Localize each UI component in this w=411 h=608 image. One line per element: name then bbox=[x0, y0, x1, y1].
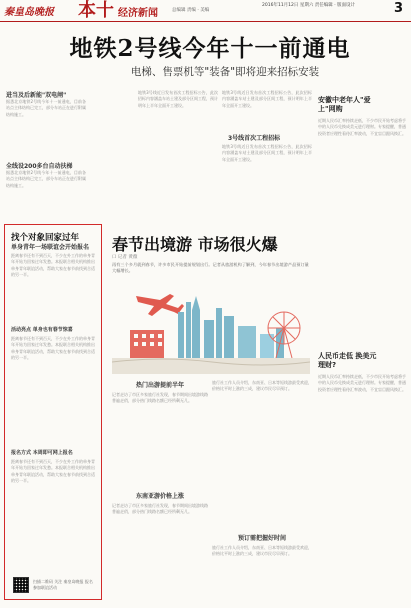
editor-meta: 总编辑 责编 · 美编 bbox=[172, 8, 210, 13]
box-section-head-1: 活动亮点 单身也有春节惊喜 bbox=[11, 327, 73, 333]
right-body: 近期人民币汇率持续走低，不少市民开始考虑将手中的人民币兑换成美元进行理财。专家提醒，普通投资者应理性看待汇率波动，不宜盲目跟风换汇。 bbox=[318, 118, 406, 136]
masthead bbox=[0, 0, 411, 22]
issue-info: 2016年11月12日 星期六 责任编辑 · 版面设计 bbox=[262, 3, 356, 8]
box-paragraph-3: 距离春节还有不到百天，不少在外工作的单身青年开始为回家过年发愁。本报联合相关机构推出单身青年联谊活动，帮助大家在春节前找到合适的另一半。 bbox=[11, 459, 95, 483]
section-name: 经济新闻 bbox=[118, 8, 158, 19]
feature-column-a[interactable] bbox=[112, 380, 208, 602]
feature-head-2: 东南亚游价格上涨 bbox=[135, 493, 184, 500]
page-number: 3 bbox=[394, 1, 404, 16]
box-paragraph: 距离春节还有不到百天，不少在外工作的单身青年开始为回家过年发愁。本报联合相关机构推出单身青年联谊活动，帮助大家在春节前找到合适的另一半。 bbox=[11, 253, 95, 277]
mid2-article-body: 地铁3号线近日发布首次工程招标公告，此次招标内容涵盖车站土建及部分区间工程，预计明年上半年全面开工建设。 bbox=[222, 90, 312, 108]
left-article-subtitle: 全线设200多台自动扶梯 bbox=[6, 163, 73, 170]
main-headline[interactable]: 地铁2号线今年十一前通电 bbox=[69, 35, 351, 62]
right-body-2: 近期人民币汇率持续走低，不少市民开始考虑将手中的人民币兑换成美元进行理财。专家提醒，普通投资者应理性看待汇率波动，不宜盲目跟风换汇。 bbox=[318, 374, 406, 392]
qr-code-icon[interactable] bbox=[13, 577, 29, 593]
masthead-emblem: 本十 bbox=[78, 0, 114, 21]
mid-top-article[interactable] bbox=[138, 90, 218, 222]
left-top-article[interactable] bbox=[6, 90, 86, 216]
feature-title[interactable]: 春节出境游 市场很火爆 bbox=[112, 235, 278, 254]
mid2-article-title: 3号线首次工程招标 bbox=[228, 135, 281, 142]
right-title: 安徽中老年人"爱上"网购 bbox=[318, 96, 371, 113]
box-title: 找个对象回家过年 bbox=[11, 233, 80, 243]
feature-head-3: 预订需把握好时间 bbox=[237, 535, 286, 542]
feature-head-1: 热门出游提前半年 bbox=[135, 382, 184, 389]
feature-lede: 再有三个多月就到春节，许多市民开始提前规划出行。记者从旅游机构了解到，今年春节出境游产品预订量大幅增长。 bbox=[112, 262, 309, 273]
box-subtitle: 单身青年一场联谊会开始报名 bbox=[11, 244, 90, 251]
left-article-body-2: 据悉北京地铁2号线今年十一前通电，目前各站点主体结构已完工，部分车站正在进行附属结构施工。 bbox=[6, 170, 86, 188]
feature-col-a-body: 记者走访了市区多家旅行社发现，春节期间出境游线路普遍走俏，部分热门线路名额已经所剩无几。 bbox=[112, 392, 208, 404]
box-body bbox=[11, 253, 95, 583]
feature-byline: 口 记者 黄薇 bbox=[112, 255, 138, 260]
left-article-title: 进当及后新能"双电闸" bbox=[6, 92, 67, 99]
highlighted-article-box[interactable] bbox=[4, 224, 102, 600]
main-subheadline: 电梯、售票机等"装备"即将迎来招标安装 bbox=[130, 66, 320, 78]
feature-column-b[interactable] bbox=[212, 380, 312, 602]
mid2-article-body-2: 地铁3号线近日发布首次工程招标公告，此次招标内容涵盖车站土建及部分区间工程，预计明年上半年全面开工建设。 bbox=[222, 144, 312, 162]
feature-col-a-body-2: 记者走访了市区多家旅行社发现，春节期间出境游线路普遍走俏，部分热门线路名额已经所剩无几。 bbox=[112, 503, 208, 515]
left-article-body: 据悉北京地铁2号线今年十一前通电，目前各站点主体结构已完工，部分车站正在进行附属结构施工。 bbox=[6, 99, 86, 117]
qr-caption: 扫描二维码 关注 秦皇岛晚报 报名参加联谊活动 bbox=[33, 579, 93, 590]
box-section-head-2: 报名方式 本周即可网上报名 bbox=[11, 450, 73, 456]
right-subtitle: 人民币走低 换美元理财? bbox=[318, 352, 377, 369]
travel-illustration bbox=[112, 282, 310, 374]
feature-col-b-body-2: 旅行社工作人员介绍，东南亚、日本等短线游最受欢迎，价格比平时上涨约三成，建议市民尽早预订。 bbox=[212, 545, 312, 557]
right-column[interactable] bbox=[318, 90, 406, 605]
feature-col-b-body: 旅行社工作人员介绍，东南亚、日本等短线游最受欢迎，价格比平时上涨约三成，建议市民尽早预订。 bbox=[212, 380, 312, 392]
box-paragraph-2: 距离春节还有不到百天，不少在外工作的单身青年开始为回家过年发愁。本报联合相关机构推出单身青年联谊活动，帮助大家在春节前找到合适的另一半。 bbox=[11, 336, 95, 360]
mid-article-body: 地铁3号线近日发布首次工程招标公告，此次招标内容涵盖车站土建及部分区间工程，预计明年上半年全面开工建设。 bbox=[138, 90, 218, 108]
mid2-top-article[interactable] bbox=[222, 90, 312, 222]
newspaper-logo: 秦皇岛晚报 bbox=[4, 7, 54, 18]
